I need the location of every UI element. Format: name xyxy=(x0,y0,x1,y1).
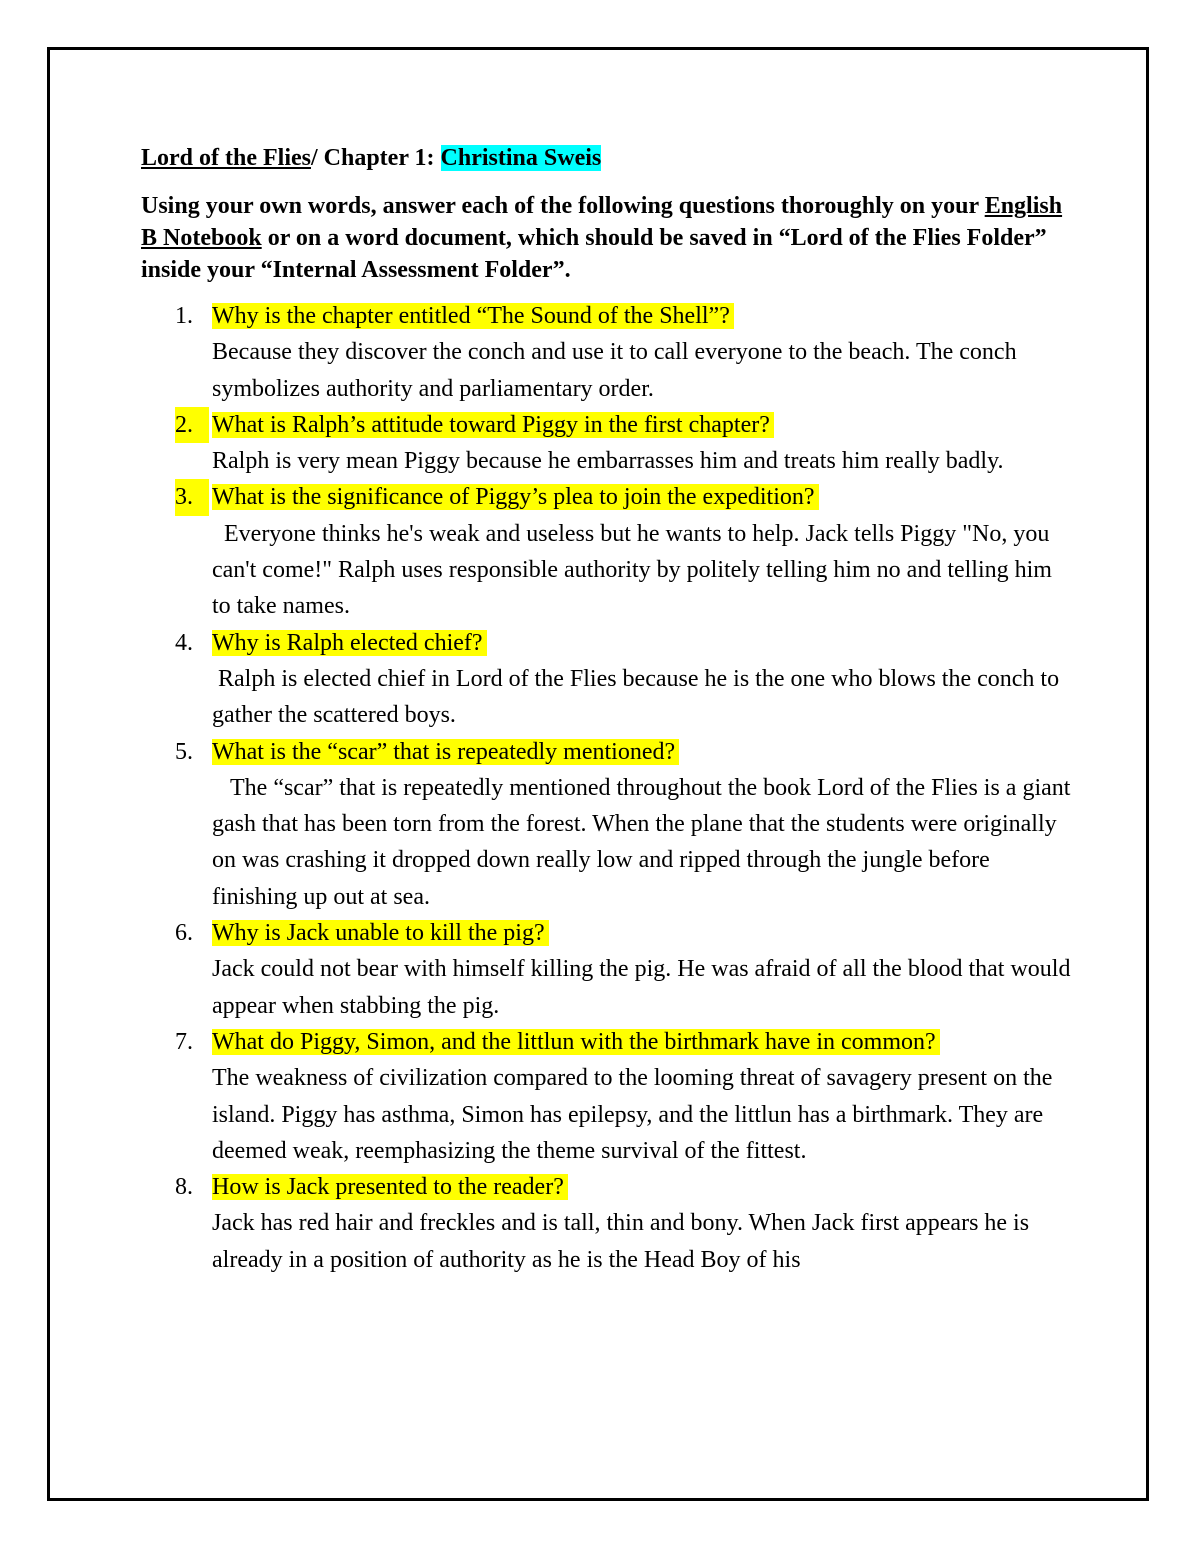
question-item-8 xyxy=(141,1169,1071,1278)
chapter-label: / Chapter 1: xyxy=(310,145,441,171)
answer-text: Everyone thinks he's weak and useless but he wants to help. Jack tells Piggy "No, you can't come!" Ralph uses responsible authority by politely telling him no and telling him to take names. xyxy=(212,520,1058,620)
question-text: What do Piggy, Simon, and the littlun with the birthmark have in common? xyxy=(212,1029,940,1055)
instructions-part1: Using your own words, answer each of the following questions thoroughly on your xyxy=(141,193,985,219)
question-text: What is the significance of Piggy’s plea to join the expedition? xyxy=(212,484,819,510)
question-item-3 xyxy=(141,479,1071,624)
question-number: 3. xyxy=(175,479,209,515)
answer-text: The weakness of civilization compared to the looming threat of savagery present on the island. Piggy has asthma, Simon has epilepsy, and the littlun has a birthmark. They are deemed weak, reemphasizing the theme survival of the fittest. xyxy=(212,1065,1053,1164)
author-name: Christina Sweis xyxy=(440,145,602,171)
question-number: 7. xyxy=(175,1028,193,1055)
document-title xyxy=(141,140,1071,176)
question-item-5 xyxy=(141,734,1077,915)
question-number: 4. xyxy=(175,629,193,656)
answer-text: Because they discover the conch and use it to call everyone to the beach. The conch symbolizes authority and parliamentary order. xyxy=(212,339,1017,402)
answer-text: The “scar” that is repeatedly mentioned throughout the book Lord of the Flies is a giant gash that has been torn from the forest. When the plane that the students were originally on was crashing it dropped down really low and ripped through the jungle before finishing up out at sea. xyxy=(212,774,1077,910)
answer-text: Jack could not bear with himself killing the pig. He was afraid of all the blood that would appear when stabbing the pig. xyxy=(212,956,1071,1019)
question-number: 8. xyxy=(175,1174,193,1201)
question-item-1 xyxy=(141,298,1071,407)
document-body xyxy=(141,140,1077,1278)
question-item-2 xyxy=(141,407,1071,480)
instructions xyxy=(141,190,1071,286)
question-text: Why is Jack unable to kill the pig? xyxy=(212,920,549,946)
question-item-4 xyxy=(141,625,1071,734)
question-text: Why is Ralph elected chief? xyxy=(212,630,487,656)
answer-text: Jack has red hair and freckles and is tall, thin and bony. When Jack first appears he is already in a position of authority as he is the Head Boy of his xyxy=(212,1210,1030,1273)
question-item-6 xyxy=(141,915,1071,1024)
question-number: 1. xyxy=(175,303,193,329)
question-list xyxy=(141,298,1077,1278)
question-text: Why is the chapter entitled “The Sound of the Shell”? xyxy=(212,303,734,329)
question-number: 6. xyxy=(175,920,193,947)
question-number: 5. xyxy=(175,738,193,765)
instructions-part2: or on a word document, which should be saved in “Lord of the Flies Folder” inside your “Internal Assessment Folder”. xyxy=(141,225,1047,283)
answer-text: Ralph is very mean Piggy because he embarrasses him and treats him really badly. xyxy=(212,448,1004,475)
answer-text: Ralph is elected chief in Lord of the Flies because he is the one who blows the conch to gather the scattered boys. xyxy=(212,665,1066,729)
question-text: How is Jack presented to the reader? xyxy=(212,1174,568,1200)
question-item-7 xyxy=(141,1024,1071,1169)
question-text: What is Ralph’s attitude toward Piggy in the first chapter? xyxy=(212,412,774,438)
notebook-reference: English B Notebook xyxy=(141,193,1063,251)
book-title: Lord of the Flies xyxy=(141,145,311,171)
question-number: 2. xyxy=(175,407,209,443)
question-text: What is the “scar” that is repeatedly mentioned? xyxy=(212,739,679,765)
